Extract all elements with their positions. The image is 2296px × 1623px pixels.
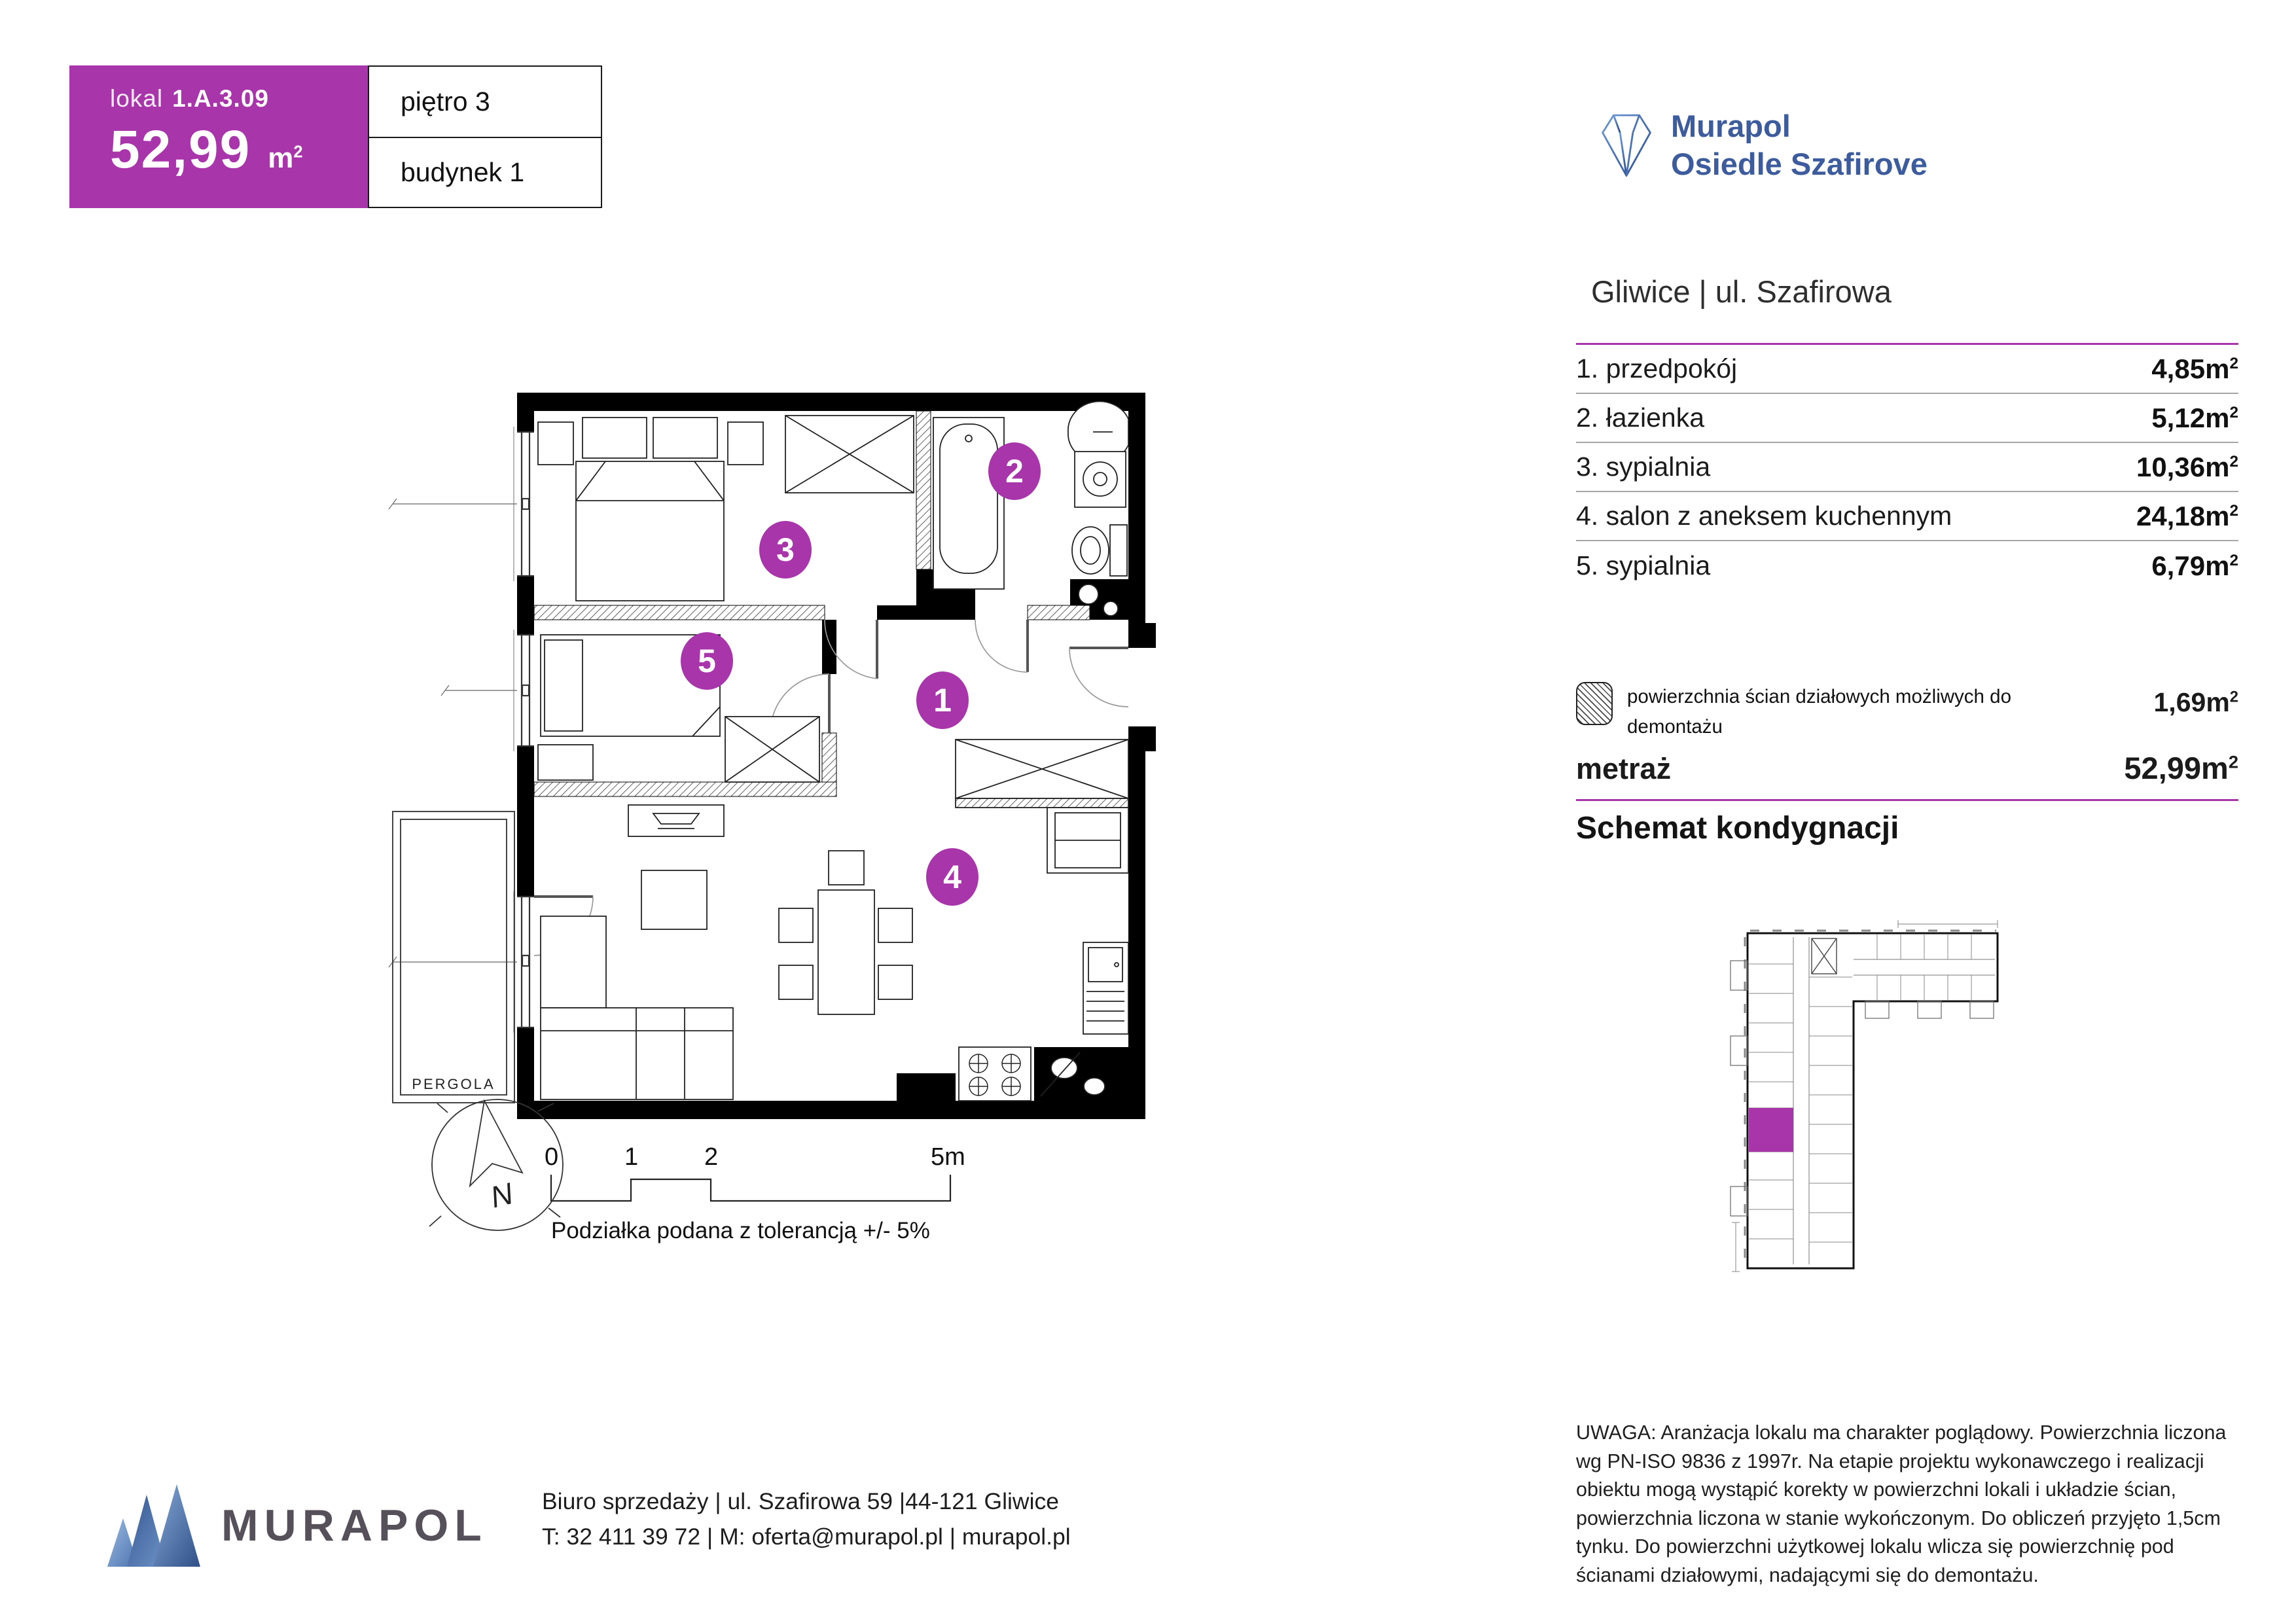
table-row: 1. przedpokój $4,85m^2$ [1576, 345, 2238, 394]
brand-block [1599, 97, 1928, 195]
window-room5 [517, 635, 534, 746]
room-badge-3: 3 [776, 531, 795, 568]
scale-bar [545, 1143, 965, 1243]
pergola [393, 812, 514, 1103]
diamond-icon [1599, 97, 1654, 195]
table-row: 2. łazienka $5,12m^2$ [1576, 394, 2238, 443]
table-row: 5. sypialnia $6,79m^2$ [1576, 550, 2238, 581]
demolition-legend [1576, 682, 2238, 741]
balcony-door-window [517, 897, 534, 1027]
hatch-swatch-icon [1576, 682, 1613, 725]
room-badge-4: 4 [943, 859, 961, 895]
floor-label: piętro 3 [401, 86, 490, 116]
scale-tick-0: 0 [545, 1143, 559, 1171]
compass-north-label: N [487, 1175, 516, 1215]
unit-summary-box: lokal 1.A.3.09 52,99 $m^2$ [69, 65, 368, 208]
scale-tick-5m: 5m [931, 1143, 965, 1171]
window-room3 [517, 432, 534, 576]
brand-name [1671, 97, 1928, 184]
room-badge-1: 1 [933, 682, 952, 719]
floor-building-box [368, 65, 602, 208]
scale-tick-1: 1 [624, 1143, 639, 1171]
brand-line1: Murapol [1671, 109, 1791, 143]
room-badge-2: 2 [1005, 453, 1024, 490]
bedroom5-furniture [538, 635, 819, 782]
sales-office-info [542, 1484, 1071, 1555]
sales-office-contact: T: 32 411 39 72 | M: oferta@murapol.pl | murapol.pl [542, 1523, 1071, 1550]
murapol-logo-icon [106, 1480, 204, 1572]
room-area-table [1576, 343, 2238, 590]
sales-office-address: Biuro sprzedaży | ul. Szafirowa 59 |44-121 Gliwice [542, 1488, 1059, 1514]
bedroom3-furniture [538, 416, 914, 601]
metraz-label: metraż [1576, 752, 1672, 785]
disclaimer-text: UWAGA: Aranżacja lokalu ma charakter poglądowy. Powierzchnia liczona wg PN-ISO 9836 z 1997r. Na etapie projektu wykonawczego i realizacji obiektu mogą wystąpić korekty w powierzchni lokali i układzie ścian, powierzchnia liczona w stanie wykończonym. Do obliczeń przyjęto 1,5cm tynku. Do powierzchni użytkowej lokalu wlicza się powierzchnię pod ścianami działowymi, nadającymi się do demontażu. [1576, 1421, 2227, 1587]
table-row: 4. salon z aneksem kuchennym $24,18m^2$ [1576, 492, 2238, 541]
highlighted-unit [1749, 1108, 1793, 1152]
building-label: budynek 1 [369, 137, 601, 207]
pergola-label: PERGOLA [412, 1076, 495, 1092]
dimension-lines [389, 499, 517, 967]
project-location: Gliwice | ul. Szafirowa [1591, 274, 1892, 309]
metraz-value: $52,99m^2$ [2124, 751, 2238, 785]
schemat-heading: Schemat kondygnacji [1576, 811, 1899, 846]
demolition-area-value: $1,69m^2$ [2153, 687, 2238, 717]
table-row: 3. sypialnia $10,36m^2$ [1576, 443, 2238, 492]
total-area-row [1576, 750, 2238, 801]
scale-tick-2: 2 [704, 1143, 719, 1171]
unit-number: 1.A.3.09 [172, 85, 269, 112]
unit-area-unit: m [268, 142, 294, 174]
unit-area-value: 52,99 [110, 120, 251, 179]
floor-schematic-map [1702, 915, 2042, 1281]
scale-note: Podziałka podana z tolerancją +/- 5% [551, 1218, 930, 1243]
apartment-floor-plan [367, 353, 1191, 1243]
brand-line2: Osiedle Szafirove [1671, 147, 1928, 182]
room-badge-5: 5 [698, 643, 716, 679]
demolition-legend-text: powierzchnia ścian działowych możliwych do demontażu [1627, 686, 2011, 738]
unit-lokal-label: lokal [110, 85, 164, 112]
murapol-logo-text: MURAPOL [221, 1501, 488, 1550]
